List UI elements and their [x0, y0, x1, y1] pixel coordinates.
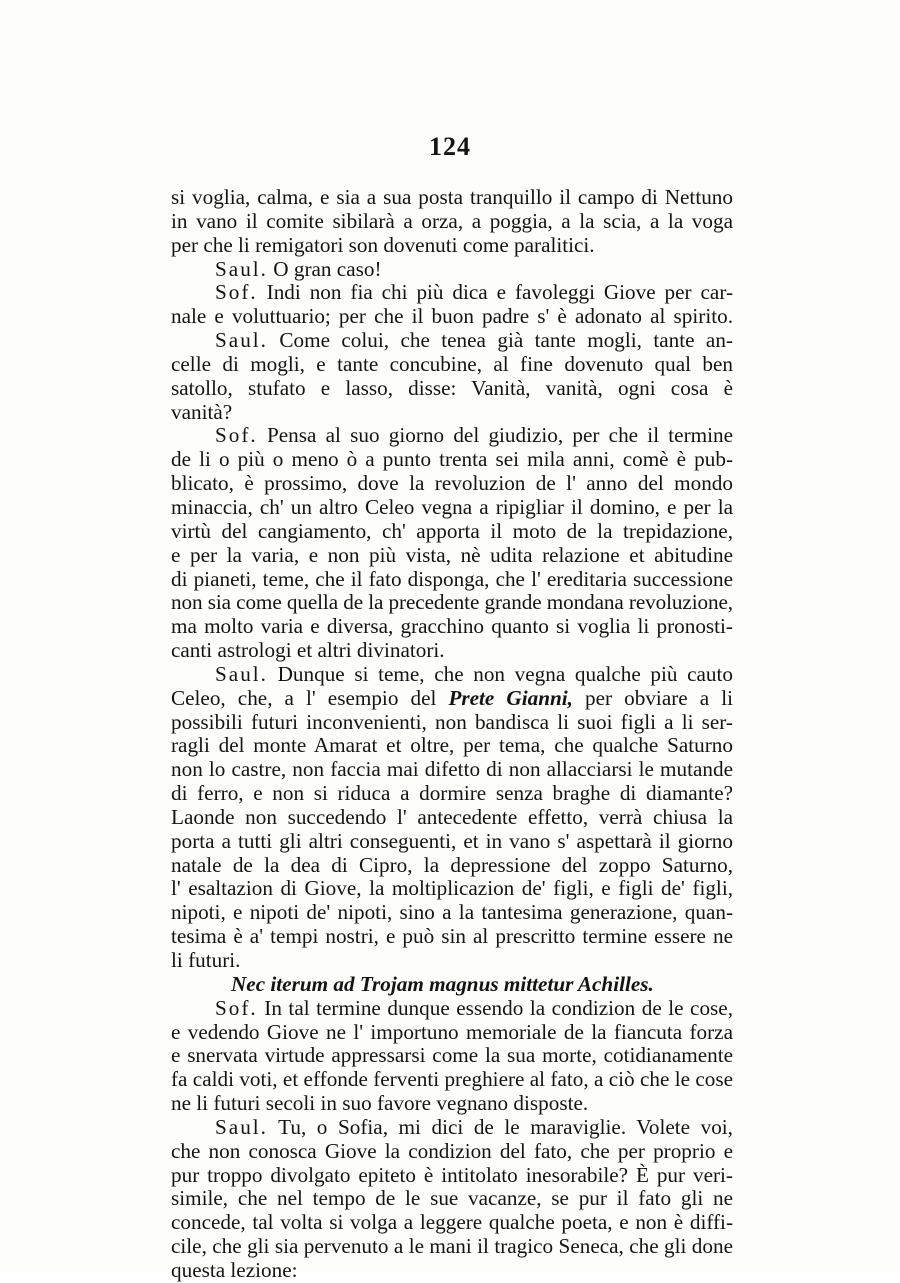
- line-text: concede, tal volta si volga a leggere qualche poeta, e non è diffi-: [171, 1210, 733, 1235]
- text-line: [171, 877, 733, 901]
- text-line: [171, 639, 733, 663]
- line-text: e per la varia, e non più vista, nè udita relazione et abitudine: [171, 542, 733, 567]
- line-text: porta a tutti gli altri conseguenti, et in vano s' aspettarà il giorno: [171, 828, 733, 853]
- line-text: non sia come quella de la precedente grande mondana revoluzione,: [171, 590, 733, 615]
- text-line: [171, 281, 733, 305]
- text-line: [171, 758, 733, 782]
- line-text: cile, che gli sia pervenuto a le mani il tragico Seneca, che gli done: [171, 1234, 733, 1259]
- line-text: ne li futuri secoli in suo favore vegnano disposte.: [171, 1091, 589, 1116]
- text-line: [171, 520, 733, 544]
- text-line: [171, 258, 733, 282]
- text-line: [171, 448, 733, 472]
- text-line: [171, 472, 733, 496]
- line-text: di pianeti, teme, che il fato disponga, che l' ereditaria successione: [171, 566, 733, 591]
- line-text: e snervata virtude appressarsi come la sua morte, cotidianamente: [171, 1043, 733, 1068]
- body-text: [171, 186, 733, 1283]
- text-line: [171, 830, 733, 854]
- text-line: [171, 1044, 733, 1068]
- speaker-name: Saul.: [215, 256, 268, 281]
- line-text: simile, che nel tempo de le sue vacanze, se pur il fato gli ne: [171, 1186, 733, 1211]
- text-line: [171, 949, 733, 973]
- line-text: celle di mogli, e tante concubine, al fine dovenuto qual ben: [171, 351, 733, 376]
- line-text: tesima è a' tempi nostri, e può sin al prescritto termine essere ne: [171, 924, 733, 949]
- speech-text: Come colui, che tenea già tante mogli, tante an-: [279, 328, 733, 353]
- line-text: di ferro, e non si riduca a dormire senza braghe di diamante?: [171, 781, 733, 806]
- text-line: [171, 353, 733, 377]
- line-text: canti astrologi et altri divinatori.: [171, 638, 445, 663]
- text-line: [171, 1092, 733, 1116]
- text-line: [171, 854, 733, 878]
- line-text: vanità?: [171, 399, 233, 424]
- line-text: nipoti, e nipoti de' nipoti, sino a la tantesima generazione, quan-: [171, 900, 733, 925]
- line-text: ma molto varia e diversa, gracchino quanto si voglia li pronosti-: [171, 614, 733, 639]
- speech-text: O gran caso!: [273, 256, 382, 281]
- line-text: per che li remigatori son dovenuti come paralitici.: [171, 232, 595, 257]
- speech-text: Dunque si teme, che non vegna qualche più cauto: [277, 661, 733, 686]
- line-text: che non conosca Giove la condizion del fato, che per proprio e: [171, 1138, 733, 1163]
- text-line: [171, 734, 733, 758]
- text-line: [171, 544, 733, 568]
- text-line: [171, 186, 733, 210]
- italic-title: Prete Gianni,: [448, 685, 573, 710]
- line-text: ragli del monte Amarat et oltre, per tema, che qualche Saturno: [171, 733, 733, 758]
- speaker-name: Saul.: [215, 661, 268, 686]
- text-line: [171, 568, 733, 592]
- text-line: [171, 401, 733, 425]
- line-text: minaccia, ch' un altro Celeo vegna a ripigliar il domino, e per la: [171, 494, 733, 519]
- line-text: li futuri.: [171, 948, 241, 972]
- line-text: satollo, stufato e lasso, disse: Vanità, vanità, ogni cosa è: [171, 375, 733, 400]
- text-line: [171, 496, 733, 520]
- text-line: [171, 424, 733, 448]
- text-line: [171, 377, 733, 401]
- line-text: non lo castre, non faccia mai difetto di non allacciarsi le mutande: [171, 757, 733, 782]
- quote-text: Nec iterum ad Trojam magnus mittetur Achilles.: [231, 971, 654, 996]
- line-text: l' esaltazion di Giove, la moltiplicazion de' figli, e figli de' figli,: [171, 876, 733, 901]
- text-line: [171, 782, 733, 806]
- text-line: [171, 210, 733, 234]
- text-line: [171, 1259, 733, 1283]
- text-line: [171, 806, 733, 830]
- line-text: si voglia, calma, e sia a sua posta tranquillo il campo di Nettuno: [171, 185, 733, 209]
- text-line: [171, 1235, 733, 1259]
- speaker-name: Saul.: [215, 1114, 268, 1139]
- line-text: de li o più o meno ò a punto trenta sei mila anni, comè è pub-: [171, 447, 733, 472]
- line-text: in vano il comite sibilarà a orza, a poggia, a la scia, a la voga: [171, 208, 733, 233]
- speaker-name: Saul.: [215, 328, 268, 353]
- latin-quote: [171, 973, 733, 997]
- text-line: [171, 305, 733, 329]
- line-text: blicato, è prossimo, dove la revoluzion de l' anno del mondo: [171, 471, 733, 496]
- line-text: e vedendo Giove ne l' importuno memoriale de la fiancuta forza: [171, 1019, 733, 1044]
- text-line: [171, 925, 733, 949]
- speech-text: Pensa al suo giorno del giudizio, per che il termine: [266, 423, 734, 448]
- text-line: [171, 1164, 733, 1188]
- speech-text: Indi non fia chi più dica e favoleggi Giove per car-: [266, 280, 734, 305]
- line-text: Laonde non succedendo l' antecedente effetto, verrà chiusa la: [171, 804, 733, 829]
- text-line: [171, 1116, 733, 1140]
- text-line: [171, 901, 733, 925]
- line-text: per obviare a li: [572, 685, 733, 710]
- speech-text: Tu, o Sofia, mi dici de le maraviglie. Volete voi,: [278, 1114, 733, 1139]
- text-line: [171, 1211, 733, 1235]
- speaker-name: Sof.: [215, 423, 258, 448]
- line-text: pur troppo divolgato epiteto è intitolato inesorabile? È pur veri-: [171, 1162, 733, 1187]
- line-text: possibili futuri inconvenienti, non bandisca li suoi figli a li ser-: [171, 709, 733, 734]
- text-line: [171, 1187, 733, 1211]
- text-line: [171, 615, 733, 639]
- line-text: natale de la dea di Cipro, la depressione del zoppo Saturno,: [171, 852, 733, 877]
- text-line: [171, 663, 733, 687]
- text-line: [171, 329, 733, 353]
- speaker-name: Sof.: [215, 280, 258, 305]
- text-line: [171, 234, 733, 258]
- text-line: [171, 687, 733, 711]
- page-number: 124: [429, 132, 471, 161]
- line-text: fa caldi voti, et effonde ferventi preghiere al fato, a ciò che le cose: [171, 1067, 733, 1092]
- text-line: [171, 1068, 733, 1092]
- speaker-name: Sof.: [215, 995, 258, 1020]
- text-line: [171, 711, 733, 735]
- text-line: [171, 997, 733, 1021]
- line-text: Celeo, che, a l' esempio del: [171, 685, 449, 710]
- text-line: [171, 1021, 733, 1045]
- line-text: nale e voluttuario; per che il buon padre s' è adonato al spirito.: [171, 304, 733, 329]
- text-line: [171, 591, 733, 615]
- line-text: questa lezione:: [171, 1257, 298, 1282]
- line-text: virtù del cangiamento, ch' apporta il moto de la trepidazione,: [171, 518, 733, 543]
- speech-text: In tal termine dunque essendo la condizion de le cose,: [264, 995, 733, 1020]
- text-line: [171, 1140, 733, 1164]
